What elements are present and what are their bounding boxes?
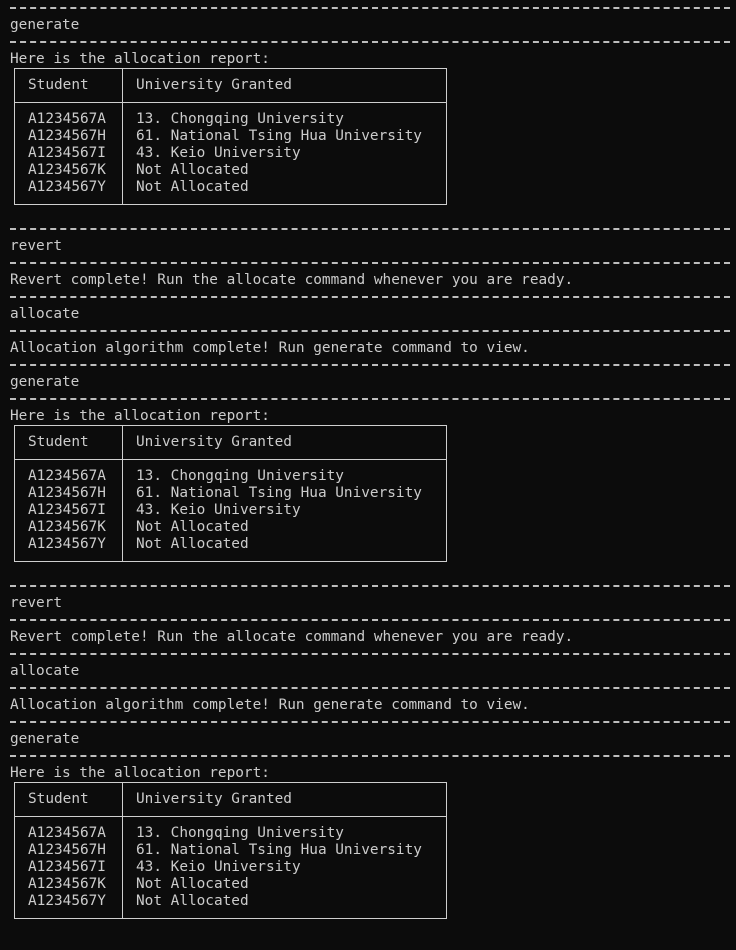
- university-granted: 13. Chongqing University: [136, 111, 344, 127]
- output-message: Here is the allocation report:: [10, 51, 270, 67]
- output-message: Here is the allocation report:: [10, 765, 270, 781]
- allocation-report: [10, 68, 730, 204]
- command-line: allocate: [10, 306, 80, 322]
- student-id: A1234567K: [28, 519, 106, 535]
- command-line: generate: [10, 731, 80, 747]
- separator-line: [10, 323, 730, 340]
- separator-line: [10, 578, 730, 595]
- student-id: A1234567A: [28, 825, 106, 841]
- table-body-row: [15, 460, 447, 562]
- header-student: Student: [15, 783, 123, 817]
- university-column: [123, 817, 447, 919]
- separator-line: [10, 391, 730, 408]
- student-column: [15, 460, 123, 562]
- student-id: A1234567K: [28, 162, 106, 178]
- university-granted: Not Allocated: [136, 893, 249, 909]
- student-id: A1234567Y: [28, 893, 106, 909]
- allocation-report: [10, 425, 730, 561]
- allocation-report-table: [14, 782, 447, 919]
- command-line: allocate: [10, 663, 80, 679]
- student-id: A1234567K: [28, 876, 106, 892]
- allocation-report-table: [14, 425, 447, 562]
- university-granted: 43. Keio University: [136, 502, 301, 518]
- student-id: A1234567H: [28, 485, 106, 501]
- student-column: [15, 817, 123, 919]
- student-id: A1234567H: [28, 842, 106, 858]
- student-id: A1234567Y: [28, 536, 106, 552]
- header-student: Student: [15, 69, 123, 103]
- output-message: Allocation algorithm complete! Run generate command to view.: [10, 697, 530, 713]
- student-id: A1234567I: [28, 859, 106, 875]
- separator-line: [10, 612, 730, 629]
- table-header-row: [15, 426, 447, 460]
- university-granted: Not Allocated: [136, 179, 249, 195]
- university-granted: 43. Keio University: [136, 145, 301, 161]
- university-granted: Not Allocated: [136, 519, 249, 535]
- separator-line: [10, 255, 730, 272]
- header-university: University Granted: [123, 783, 447, 817]
- command-line: revert: [10, 595, 62, 611]
- output-message: Here is the allocation report:: [10, 408, 270, 424]
- student-id: A1234567I: [28, 145, 106, 161]
- allocation-report-table: [14, 68, 447, 205]
- header-student: Student: [15, 426, 123, 460]
- separator-line: [10, 0, 730, 17]
- table-header-row: [15, 69, 447, 103]
- student-id: A1234567A: [28, 468, 106, 484]
- student-id: A1234567H: [28, 128, 106, 144]
- university-granted: 61. National Tsing Hua University: [136, 485, 422, 501]
- command-line: revert: [10, 238, 62, 254]
- command-line: generate: [10, 17, 80, 33]
- university-granted: Not Allocated: [136, 876, 249, 892]
- separator-line: [10, 714, 730, 731]
- university-granted: 61. National Tsing Hua University: [136, 128, 422, 144]
- university-granted: Not Allocated: [136, 536, 249, 552]
- header-university: University Granted: [123, 426, 447, 460]
- allocation-report: [10, 782, 730, 918]
- terminal-output: [10, 0, 730, 935]
- separator-line: [10, 221, 730, 238]
- separator-line: [10, 646, 730, 663]
- university-column: [123, 460, 447, 562]
- table-body-row: [15, 817, 447, 919]
- separator-line: [10, 680, 730, 697]
- university-granted: Not Allocated: [136, 162, 249, 178]
- blank-line: [10, 918, 730, 935]
- blank-line: [10, 204, 730, 221]
- output-message: Revert complete! Run the allocate command whenever you are ready.: [10, 629, 574, 645]
- header-university: University Granted: [123, 69, 447, 103]
- separator-line: [10, 748, 730, 765]
- separator-line: [10, 34, 730, 51]
- university-granted: 13. Chongqing University: [136, 825, 344, 841]
- command-line: generate: [10, 374, 80, 390]
- student-id: A1234567A: [28, 111, 106, 127]
- university-column: [123, 103, 447, 205]
- separator-line: [10, 357, 730, 374]
- output-message: Allocation algorithm complete! Run generate command to view.: [10, 340, 530, 356]
- university-granted: 13. Chongqing University: [136, 468, 344, 484]
- university-granted: 61. National Tsing Hua University: [136, 842, 422, 858]
- separator-line: [10, 289, 730, 306]
- university-granted: 43. Keio University: [136, 859, 301, 875]
- table-header-row: [15, 783, 447, 817]
- student-id: A1234567I: [28, 502, 106, 518]
- blank-line: [10, 561, 730, 578]
- student-id: A1234567Y: [28, 179, 106, 195]
- student-column: [15, 103, 123, 205]
- output-message: Revert complete! Run the allocate command whenever you are ready.: [10, 272, 574, 288]
- table-body-row: [15, 103, 447, 205]
